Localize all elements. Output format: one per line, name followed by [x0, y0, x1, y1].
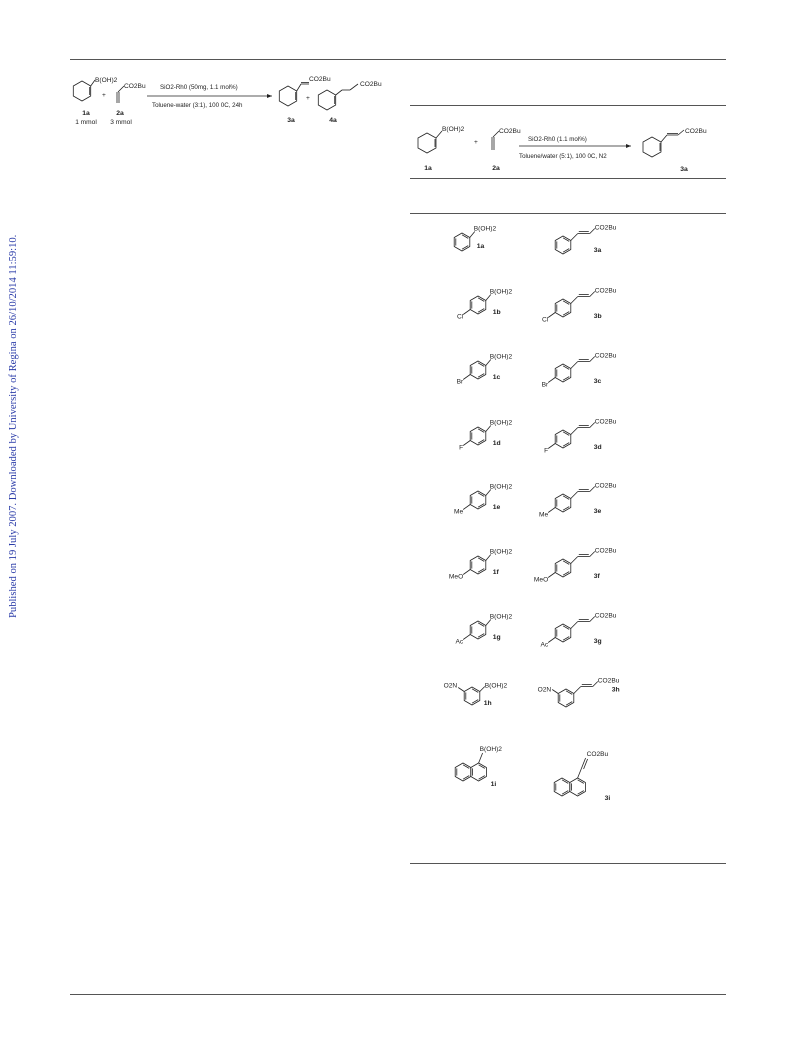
- table-label-1a: 1a: [424, 165, 432, 172]
- starting-material-label: 1c: [492, 374, 501, 381]
- product-label: 3i: [604, 795, 611, 802]
- substrate-entries: [444, 225, 620, 803]
- acrylate-group-label: CO2Bu: [124, 83, 146, 90]
- substituent-label: O2N: [443, 682, 458, 690]
- table-condition-above: SiO2-Rh0 (1.1 mol%): [528, 136, 587, 143]
- substituent-label: Ac: [455, 638, 464, 646]
- boronic-acid-label: B(OH)2: [95, 77, 118, 84]
- acrylate-ester-label: CO2Bu: [594, 482, 617, 490]
- table-arrow-head-icon: [626, 144, 631, 148]
- product-3a-ester-label: CO2Bu: [309, 76, 331, 83]
- product-4a-structure: [318, 84, 358, 110]
- product-label: 3f: [593, 573, 600, 580]
- substituent-label: F: [459, 444, 464, 452]
- naphthalene-ring-left: [554, 778, 570, 796]
- product-label: 3d: [593, 444, 602, 451]
- naphthalene-ring-right: [471, 763, 487, 781]
- entry-row: [444, 678, 620, 708]
- naphthalene-ring-right: [570, 778, 586, 796]
- starting-material-label: 1a: [476, 243, 485, 250]
- product-label: 3h: [611, 686, 620, 694]
- boronic-acid-label: B(OH)2: [484, 682, 508, 690]
- benzene-ring-1a: [73, 81, 90, 101]
- substituent-label: Br: [456, 378, 464, 386]
- boronic-acid-label: B(OH)2: [489, 419, 513, 427]
- product-substituent-label: Br: [541, 381, 549, 389]
- scheme-top: [73, 76, 382, 126]
- acrylate-ester-label: CO2Bu: [597, 677, 620, 685]
- product-aryl-ring: [555, 430, 571, 448]
- aryl-ring: [470, 361, 486, 379]
- product-3a-structure: [279, 83, 309, 107]
- table-benzene-1a: [418, 133, 436, 153]
- product-substituent-label: Cl: [541, 316, 549, 324]
- starting-material-label: 1g: [492, 634, 501, 641]
- product-aryl-ring: [555, 364, 571, 382]
- conditions-above-arrow: SiO2-Rh0 (50mg, 1.1 mol%): [160, 84, 238, 91]
- boronic-acid-label: B(OH)2: [489, 548, 513, 556]
- starting-material-label: 1d: [492, 440, 501, 447]
- entry-row: [454, 483, 617, 519]
- acrylate-ester-label: CO2Bu: [594, 224, 617, 232]
- substituent-label: Cl: [456, 313, 464, 321]
- aryl-ring: [454, 233, 470, 251]
- entry-row: [454, 225, 617, 255]
- boronic-acid-label: B(OH)2: [479, 746, 502, 753]
- acrylate-ester-label: CO2Bu: [594, 352, 617, 360]
- entry-row: [455, 746, 610, 802]
- product-label: 3a: [593, 247, 602, 254]
- entry-row: [457, 288, 617, 324]
- product-label: 3c: [593, 378, 602, 385]
- conditions-below-arrow: Toluene-water (3:1), 100 0C, 24h: [152, 102, 243, 109]
- table-acrylate-label: CO2Bu: [499, 128, 521, 135]
- boronic-acid-label: B(OH)2: [473, 225, 497, 233]
- table-label-3a: 3a: [680, 166, 688, 173]
- compound-label-1a: 1a: [82, 110, 90, 117]
- table-scheme: [418, 126, 707, 173]
- product-aryl-ring: [555, 494, 571, 512]
- aryl-ring: [470, 491, 486, 509]
- naphthalene-ring-left: [455, 763, 471, 781]
- product-aryl-ring: [555, 236, 571, 254]
- table-label-2a: 2a: [492, 165, 500, 172]
- butyl-acrylate-2a: [117, 86, 124, 103]
- compound-label-2a: 2a: [116, 110, 124, 117]
- boronic-acid-label: B(OH)2: [489, 353, 513, 361]
- product-4a-ester-label: CO2Bu: [360, 81, 382, 88]
- sidebar-note-text[interactable]: Published on 19 July 2007. Downloaded by University of Regina on 26/10/2014 11:59:10.: [8, 234, 19, 618]
- product-aryl-ring: [555, 624, 571, 642]
- substituent-label: Me: [454, 508, 464, 516]
- product-label: 3g: [593, 638, 602, 645]
- table-product-ester-label: CO2Bu: [685, 128, 707, 135]
- product-label: 3e: [593, 508, 602, 515]
- aryl-ring: [470, 427, 486, 445]
- amount-1a: 1 mmol: [75, 119, 97, 126]
- aryl-ring: [470, 296, 486, 314]
- entry-row: [449, 548, 617, 584]
- starting-material-label: 1f: [492, 569, 499, 576]
- acrylate-ester-label: CO2Bu: [594, 612, 617, 620]
- product-aryl-ring: [558, 689, 574, 707]
- plus-sign: +: [102, 92, 106, 99]
- product-aryl-ring: [555, 299, 571, 317]
- aryl-ring: [470, 621, 486, 639]
- table-plus-sign: +: [474, 139, 478, 146]
- starting-material-label: 1h: [483, 700, 492, 707]
- compound-label-4a: 4a: [329, 117, 337, 124]
- product-aryl-ring: [555, 559, 571, 577]
- acrylate-ester-label: CO2Bu: [594, 287, 617, 295]
- table-boronic-label: B(OH)2: [442, 126, 465, 133]
- plus-sign-products: +: [306, 95, 310, 102]
- table-condition-below: Toluene/water (5:1), 100 0C, N2: [519, 153, 607, 160]
- product-substituent-label: Me: [539, 511, 549, 519]
- amount-2a: 3 mmol: [110, 119, 132, 126]
- aryl-ring: [464, 687, 480, 705]
- compound-label-3a: 3a: [287, 117, 295, 124]
- starting-material-label: 1b: [492, 309, 501, 316]
- product-label: 3b: [593, 313, 602, 320]
- starting-material-label: 1i: [490, 781, 497, 788]
- arrow-head-icon: [267, 94, 272, 98]
- acrylate-ester-label: CO2Bu: [594, 418, 617, 426]
- boronic-acid-label: B(OH)2: [489, 483, 513, 491]
- product-substituent-label: Ac: [540, 641, 549, 649]
- product-substituent-label: MeO: [533, 576, 549, 584]
- entry-row: [459, 419, 617, 455]
- product-substituent-label: O2N: [537, 686, 552, 694]
- entry-row: [456, 613, 617, 649]
- acrylate-ester-label: CO2Bu: [594, 547, 617, 555]
- boronic-acid-label: B(OH)2: [489, 288, 513, 296]
- product-substituent-label: F: [544, 447, 549, 455]
- aryl-ring: [470, 556, 486, 574]
- table-product-3a: [643, 130, 684, 157]
- substituent-label: MeO: [448, 573, 464, 581]
- starting-material-label: 1e: [492, 504, 501, 511]
- entry-row: [457, 353, 617, 389]
- boronic-acid-label: B(OH)2: [489, 613, 513, 621]
- acrylate-ester-label: CO2Bu: [586, 751, 609, 758]
